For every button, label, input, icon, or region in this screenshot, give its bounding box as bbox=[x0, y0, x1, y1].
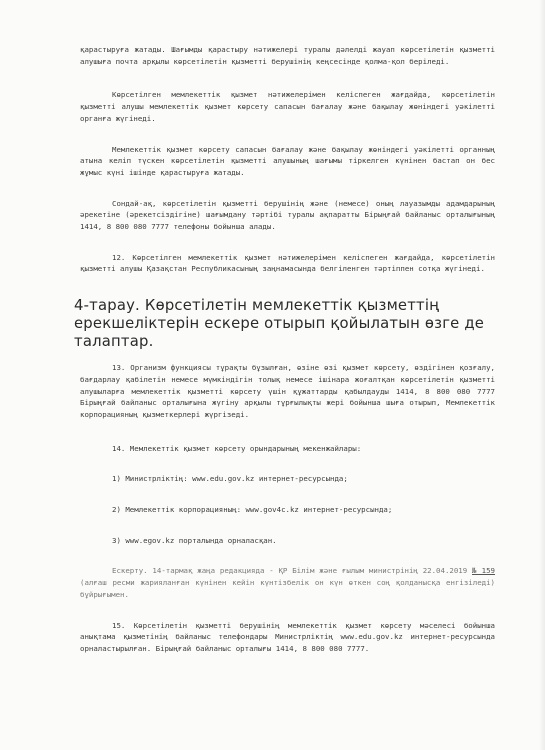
chapter-4-heading: 4-тарау. Көрсетілетін мемлекеттік қызметтің ерекшеліктерін ескере отырып қойылатын өзге де талаптар. bbox=[74, 297, 485, 351]
paragraph-fifteen-days: Мемлекеттік қызмет көрсету сапасын бағалау және бақылау жөніндегі уәкілетті органның атына келіп түскен көрсетілетін қызметті алушының шағымы тіркелген күнінен бастап он бес жұмыс күні ішінде қарастыруға жатады. bbox=[80, 144, 495, 177]
paragraph-15-phones: 15. Көрсетілетін қызметті берушінің мемлекеттік қызмет көрсету мәселесі бойынша анықтама қызметінің байланыс телефондары Министрліктің www.edu.gov.kz интернет-ресурсында орналастырылған. Бірыңғай байланыс орталығы 1414, 8 800 080 7777. bbox=[80, 620, 495, 653]
paragraph-complaint-review: қарастыруға жатады. Шағымды қарастыру нәтижелері туралы дәлелді жауап көрсетілетін қызметті алушыға почта арқылы көрсетілетін қызметті берушінің кеңсесінде қолма-қол беріледі. bbox=[80, 45, 495, 66]
address-ministry: 1) Министрліктің: www.edu.gov.kz интернет-ресурсында; bbox=[112, 474, 348, 484]
address-state-corporation: 2) Мемлекеттік корпорацияның: www.gov4c.kz интернет-ресурсында; bbox=[112, 505, 393, 515]
editorial-note-text-a: Ескерту. 14-тармақ жаңа редакцияда - ҚР Білім және ғылым министрінің 22.04.2019 bbox=[112, 566, 473, 576]
editorial-note-text-b: (алғаш ресми жарияланған күнінен кейін күнтізбелік он күн өткен соң қолданысқа енгізіледі) бұйрығымен. bbox=[80, 578, 495, 599]
editorial-note bbox=[80, 565, 495, 600]
order-link-159[interactable]: № 159 bbox=[472, 566, 495, 576]
paragraph-disagreement-authority: Көрсетілген мемлекеттік қызмет нәтижелерімен келіспеген жағдайда, көрсетілетін қызметті алушы мемлекеттік қызмет көрсету сапасын бағалау және бақылау жөніндегі уәкілетті органға жүгінеді. bbox=[80, 90, 495, 123]
paragraph-14-addresses: 14. Мемлекеттік қызмет көрсету орындарының мекенжайлары: bbox=[112, 443, 362, 453]
address-egov-portal: 3) www.egov.kz порталында орналасқан. bbox=[112, 535, 277, 545]
scan-edge-shadow bbox=[539, 0, 545, 750]
paragraph-court-appeal: 12. Көрсетілген мемлекеттік қызмет нәтижелерімен келіспеген жағдайда, көрсетілетін қызметті алушы Қазақстан Республикасының заңнамасында белгіленген тәртіппен сотқа жүгінеді. bbox=[80, 252, 495, 274]
paragraph-13-disabled-services: 13. Организм функциясы тұрақты бұзылған, өзіне өзі қызмет көрсету, өздігінен қозғалу, бағдарлау қабілетін немесе мүмкіндігін толық немесе ішінара жоғалтқан көрсетілетін қызметті алушыларға мемлекеттік қызметті көрсету үшін құжаттарды қабылдауды 1414, 8 800 080 7777 Бірыңғай байланыс орталығына жүгіну арқылы тұрғылықты жері бойынша шыға отырып, Мемлекеттік корпорацияның қызметкерлері жүргізеді. bbox=[80, 363, 495, 419]
paragraph-contact-center-info: Сондай-ақ, көрсетілетін қызметті берушінің және (немесе) оның лауазымды адамдарының әрекетіне (әрекетсіздігіне) шағымдану тәртібі туралы ақпаратты Бірыңғай байланыс орталығының 1414, 8 800 080 7777 телефоны бойынша алады. bbox=[80, 198, 495, 232]
